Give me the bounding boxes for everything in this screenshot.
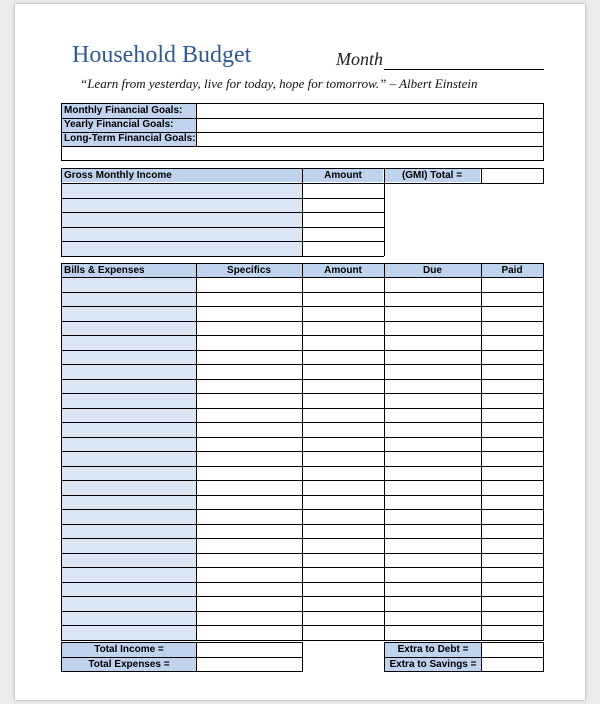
income-source-field[interactable] <box>62 213 302 227</box>
amount-field[interactable] <box>303 394 384 408</box>
specifics-field[interactable] <box>197 278 302 292</box>
specifics-field[interactable] <box>197 467 302 481</box>
amount-field[interactable] <box>303 293 384 307</box>
paid-field[interactable] <box>482 626 543 640</box>
due-field[interactable] <box>385 525 481 539</box>
amount-field[interactable] <box>303 481 384 495</box>
specifics-field[interactable] <box>197 293 302 307</box>
paid-field[interactable] <box>482 438 543 452</box>
due-field[interactable] <box>385 626 481 640</box>
paid-field[interactable] <box>482 380 543 394</box>
due-field[interactable] <box>385 307 481 321</box>
gmi-total-label: (GMI) Total = <box>401 170 463 181</box>
specifics-field[interactable] <box>197 554 302 568</box>
paid-field[interactable] <box>482 394 543 408</box>
paid-field[interactable] <box>482 336 543 350</box>
paid-field[interactable] <box>482 467 543 481</box>
yearly-goals-label: Yearly Financial Goals: <box>64 119 174 130</box>
paid-field[interactable] <box>482 278 543 292</box>
amount-field[interactable] <box>303 380 384 394</box>
bill-field[interactable] <box>62 525 196 539</box>
specifics-field[interactable] <box>197 481 302 495</box>
due-field[interactable] <box>385 452 481 466</box>
long-term-goals-field[interactable] <box>197 133 543 146</box>
paid-field[interactable] <box>482 293 543 307</box>
bill-field[interactable] <box>62 394 196 408</box>
amount-field[interactable] <box>303 496 384 510</box>
month-label: Month <box>336 49 383 69</box>
bill-field[interactable] <box>62 365 196 379</box>
specifics-field[interactable] <box>197 307 302 321</box>
due-field[interactable] <box>385 322 481 336</box>
expenses-col-due: Due <box>423 265 442 276</box>
paid-field[interactable] <box>482 307 543 321</box>
bill-field[interactable] <box>62 467 196 481</box>
income-source-field[interactable] <box>62 228 302 241</box>
due-field[interactable] <box>385 481 481 495</box>
amount-field[interactable] <box>303 336 384 350</box>
bill-field[interactable] <box>62 481 196 495</box>
amount-field[interactable] <box>303 568 384 582</box>
income-source-field[interactable] <box>62 184 302 198</box>
bill-field[interactable] <box>62 510 196 524</box>
paid-field[interactable] <box>482 496 543 510</box>
specifics-field[interactable] <box>197 452 302 466</box>
extra-to-debt-label: Extra to Debt = <box>397 644 469 655</box>
amount-field[interactable] <box>303 423 384 437</box>
gross-income-label: Gross Monthly Income <box>64 170 172 181</box>
due-field[interactable] <box>385 438 481 452</box>
specifics-field[interactable] <box>197 583 302 597</box>
bill-field[interactable] <box>62 626 196 640</box>
specifics-field[interactable] <box>197 423 302 437</box>
due-field[interactable] <box>385 423 481 437</box>
bill-field[interactable] <box>62 351 196 365</box>
bill-field[interactable] <box>62 496 196 510</box>
amount-field[interactable] <box>303 467 384 481</box>
specifics-field[interactable] <box>197 568 302 582</box>
bill-field[interactable] <box>62 423 196 437</box>
monthly-goals-label: Monthly Financial Goals: <box>64 105 183 116</box>
bill-field[interactable] <box>62 278 196 292</box>
bill-field[interactable] <box>62 380 196 394</box>
paid-field[interactable] <box>482 583 543 597</box>
paid-field[interactable] <box>482 322 543 336</box>
due-field[interactable] <box>385 380 481 394</box>
amount-field[interactable] <box>303 626 384 640</box>
amount-field[interactable] <box>303 612 384 626</box>
paid-field[interactable] <box>482 510 543 524</box>
bill-field[interactable] <box>62 307 196 321</box>
paid-field[interactable] <box>482 539 543 553</box>
extra-to-savings-label: Extra to Savings = <box>389 659 477 670</box>
specifics-field[interactable] <box>197 612 302 626</box>
amount-field[interactable] <box>303 452 384 466</box>
income-amount-field[interactable] <box>303 213 384 227</box>
amount-field[interactable] <box>303 307 384 321</box>
amount-field[interactable] <box>303 525 384 539</box>
due-field[interactable] <box>385 293 481 307</box>
bill-field[interactable] <box>62 409 196 423</box>
bill-field[interactable] <box>62 597 196 611</box>
amount-field[interactable] <box>303 510 384 524</box>
due-field[interactable] <box>385 467 481 481</box>
paid-field[interactable] <box>482 597 543 611</box>
specifics-field[interactable] <box>197 510 302 524</box>
income-source-field[interactable] <box>62 199 302 212</box>
paid-field[interactable] <box>482 612 543 626</box>
bill-field[interactable] <box>62 293 196 307</box>
bill-field[interactable] <box>62 438 196 452</box>
expenses-col-specifics: Specifics <box>227 265 271 276</box>
paid-field[interactable] <box>482 351 543 365</box>
specifics-field[interactable] <box>197 525 302 539</box>
income-amount-field[interactable] <box>303 242 384 256</box>
due-field[interactable] <box>385 351 481 365</box>
bill-field[interactable] <box>62 554 196 568</box>
amount-field[interactable] <box>303 351 384 365</box>
due-field[interactable] <box>385 554 481 568</box>
due-field[interactable] <box>385 539 481 553</box>
specifics-field[interactable] <box>197 539 302 553</box>
amount-field[interactable] <box>303 554 384 568</box>
amount-field[interactable] <box>303 278 384 292</box>
yearly-goals-field[interactable] <box>197 119 543 132</box>
amount-field[interactable] <box>303 322 384 336</box>
due-field[interactable] <box>385 568 481 582</box>
extra-to-savings-field[interactable] <box>482 658 543 671</box>
due-field[interactable] <box>385 496 481 510</box>
due-field[interactable] <box>385 612 481 626</box>
quote: “Learn from yesterday, live for today, hope for tomorrow.” – Albert Einstein <box>80 76 478 91</box>
specifics-field[interactable] <box>197 409 302 423</box>
due-field[interactable] <box>385 510 481 524</box>
gmi-total-field[interactable] <box>481 168 543 183</box>
income-amount-field[interactable] <box>303 184 384 198</box>
bill-field[interactable] <box>62 336 196 350</box>
expenses-col-bills: Bills & Expenses <box>64 265 145 276</box>
bill-field[interactable] <box>62 568 196 582</box>
bill-field[interactable] <box>62 539 196 553</box>
paid-field[interactable] <box>482 568 543 582</box>
income-source-field[interactable] <box>62 242 302 256</box>
total-income-label: Total Income = <box>94 644 164 655</box>
specifics-field[interactable] <box>197 380 302 394</box>
amount-field[interactable] <box>303 583 384 597</box>
total-expenses-label: Total Expenses = <box>88 659 170 670</box>
paid-field[interactable] <box>482 423 543 437</box>
income-amount-field[interactable] <box>303 199 384 212</box>
paid-field[interactable] <box>482 481 543 495</box>
total-expenses-field[interactable] <box>197 658 302 671</box>
paid-field[interactable] <box>482 452 543 466</box>
extra-to-debt-field[interactable] <box>482 643 543 657</box>
specifics-field[interactable] <box>197 626 302 640</box>
bill-field[interactable] <box>62 322 196 336</box>
specifics-field[interactable] <box>197 336 302 350</box>
amount-field[interactable] <box>303 438 384 452</box>
goals-notes-field[interactable] <box>62 147 543 160</box>
due-field[interactable] <box>385 394 481 408</box>
bill-field[interactable] <box>62 583 196 597</box>
page-title: Household Budget <box>72 42 252 68</box>
due-field[interactable] <box>385 583 481 597</box>
income-amount-field[interactable] <box>303 228 384 241</box>
specifics-field[interactable] <box>197 496 302 510</box>
bill-field[interactable] <box>62 612 196 626</box>
expenses-col-paid: Paid <box>501 265 523 276</box>
amount-field[interactable] <box>303 365 384 379</box>
due-field[interactable] <box>385 336 481 350</box>
amount-field[interactable] <box>303 539 384 553</box>
paid-field[interactable] <box>482 365 543 379</box>
due-field[interactable] <box>385 278 481 292</box>
monthly-goals-field[interactable] <box>197 104 543 118</box>
amount-field[interactable] <box>303 597 384 611</box>
specifics-field[interactable] <box>197 322 302 336</box>
specifics-field[interactable] <box>197 351 302 365</box>
expenses-col-amount: Amount <box>324 265 362 276</box>
income-amount-header: Amount <box>324 170 362 181</box>
specifics-field[interactable] <box>197 438 302 452</box>
month-field[interactable] <box>384 69 544 70</box>
paid-field[interactable] <box>482 554 543 568</box>
bill-field[interactable] <box>62 452 196 466</box>
specifics-field[interactable] <box>197 394 302 408</box>
specifics-field[interactable] <box>197 365 302 379</box>
paid-field[interactable] <box>482 525 543 539</box>
paid-field[interactable] <box>482 409 543 423</box>
due-field[interactable] <box>385 365 481 379</box>
amount-field[interactable] <box>303 409 384 423</box>
due-field[interactable] <box>385 597 481 611</box>
total-income-field[interactable] <box>197 643 302 657</box>
long-term-goals-label: Long-Term Financial Goals: <box>64 133 196 144</box>
specifics-field[interactable] <box>197 597 302 611</box>
due-field[interactable] <box>385 409 481 423</box>
